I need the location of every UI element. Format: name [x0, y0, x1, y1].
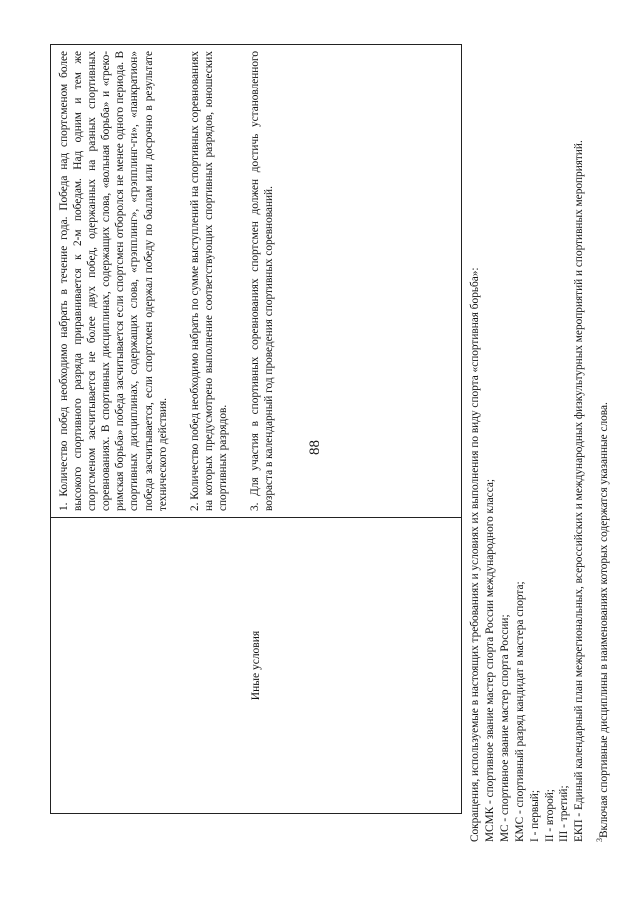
- abbreviations-notes: [468, 30, 612, 842]
- footnote: [593, 30, 612, 842]
- conditions-table: [50, 44, 462, 814]
- rotated-page-content: [50, 30, 611, 842]
- other-conditions-label: Иные условия: [250, 630, 262, 701]
- abbreviation-line: МС - спортивное звание мастер спорта России;: [498, 614, 511, 842]
- condition-item-2: 2. Количество побед необходимо набрать по сумме выступлений на спортивных соревнованиях на которых предусмотрено выполнение соответствующих спортивных разрядов, юношеских спортивных разрядов.: [188, 51, 229, 511]
- table-cell-conditions: [51, 45, 461, 517]
- abbreviation-line: КМС - спортивный разряд кандидат в мастера спорта;: [513, 581, 526, 842]
- abbreviation-line: МСМК - спортивное звание мастер спорта России международного класса;: [483, 479, 496, 842]
- abbreviation-line: ЕКП - Единый календарный план межрегиональных, всероссийских и международных физкультурных мероприятий и спортивных мероприятий.: [573, 140, 586, 842]
- abbreviations-intro: Сокращения, используемые в настоящих требованиях и условиях их выполнения по виду спорта «спортивная борьба»:: [469, 267, 481, 842]
- condition-item-3: 3. Для участия в спортивных соревнованиях спортсмен должен достичь установленного возраста в календарный год проведения спортивных соревнований.: [249, 51, 276, 511]
- abbreviation-line: II - второй;: [543, 789, 556, 842]
- abbreviation-line: III - третий;: [558, 785, 571, 842]
- footnote-mark: 3: [595, 838, 605, 842]
- condition-item-1: 1. Количество побед необходимо набрать в течение года. Победа над спортсменом более высокого спортивного разряда приравнивается к 2-м победам. Над одним и тем же спортсменом засчитывается не более двух побед, одержанных на разных спортивных соревнованиях. В спортивных дисциплинах, содержащих слова, «вольная борьба» и «греко-римская борьба» победа засчитывается если спортсмен отборолся не менее одного периода. В спортивных дисциплинах, содержащих слова, «грэпплинг», «грэпплинг-ги», «панкратион» победа засчитывается, если спортсмен одержал победу по баллам или досрочно в результате технического действия.: [58, 51, 169, 511]
- page-number: 88: [307, 440, 323, 455]
- footnote-text: Включая спортивные дисциплины в наименованиях которых содержатся указанные слова.: [598, 402, 611, 838]
- abbreviation-line: I - первый;: [528, 790, 541, 842]
- table-cell-label: [51, 517, 461, 813]
